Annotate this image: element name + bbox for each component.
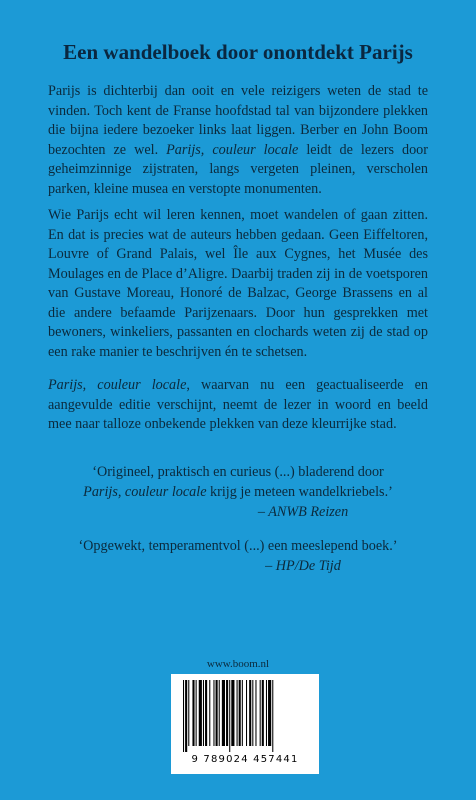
publisher-url: www.boom.nl [206,658,270,670]
barcode-bar [188,680,189,746]
barcode-bar [272,680,273,752]
barcode-bar [185,680,187,752]
barcode-bar [268,680,271,746]
quote-text: ‘Opgewekt, temperamentvol (...) een meeslepend boek.’ [78,538,398,554]
barcode-bar [229,680,230,752]
barcode [171,674,319,774]
barcode-bar [203,680,204,746]
barcode-bar [260,680,261,746]
quote-line-1: ‘Origineel, praktisch en curieus (...) bladerend door [92,464,384,480]
book-title-italic: Parijs, couleur locale [48,377,187,393]
barcode-bar [213,680,214,746]
paragraph-intro-end: leidt de lezers door geheimzinnige zijstraten, langs vergeten pleinen, verscholen parken, kleine musea en verstopte monumenten. [48,141,428,197]
paragraph-intro-start: Parijs is dichterbij dan ooit en vele reizigers weten de stad te vinden. Toch kent de Franse hoofdstad tal van bijzondere plekken die bijna iedere bezoeker links laat liggen. Berber en John Boom bezochten ze wel. [48,83,428,158]
barcode-bar [192,680,194,746]
barcode-bar [209,680,210,746]
quote-line-2: krijg je meteen wandelkriebels.’ [206,484,393,500]
paragraph-edition [48,376,428,435]
barcode-bar [216,680,218,746]
isbn-number: 9 789024 457441 [191,754,299,765]
barcode-bar [205,680,207,746]
paragraph-edition-text: , waarvan nu een geactualiseerde en aangevulde editie verschijnt, neemt de lezer in woord en beeld mee naar talloze onbekende plekken van deze kleurrijke stad. [48,377,428,432]
quote-source: – ANWB Reizen [257,504,349,520]
barcode-bar [231,680,234,746]
barcode-bar [219,680,220,746]
paragraph-main: Wie Parijs echt wil leren kennen, moet wandelen of gaan zitten. En dat is precies wat de auteurs hebben gedaan. Geen Eiffeltoren, Louvre of Grand Palais, wel Île aux Cygnes, het Musée des Moulages en de Place d’Aligre. Daarbij traden zij in de voetsporen van Gustave Moreau, Honoré de Balzac, George Brassens en al die andere befaamde Parijzenaars. Door hun gesprekken met bewoners, winkeliers, passanten en clochards weten zij de stad op een rake manier te beschrijven én te schetsen. [48,207,428,360]
barcode-bar [183,680,184,752]
barcode-bar [255,680,256,746]
barcode-bar [266,680,267,746]
barcode-bar [262,680,264,746]
barcode-bar [196,680,197,746]
book-title-italic: Parijs, couleur locale [166,141,299,158]
barcode-bar [222,680,225,746]
back-cover-title: Een wandelboek door onontdekt Parijs [63,40,413,64]
paragraph-intro [48,82,428,199]
barcode-bar [242,680,243,746]
book-title-italic: Parijs, couleur locale [83,484,207,500]
barcode-bar [239,680,241,746]
barcode-bar [199,680,202,746]
barcode-bars [179,680,311,752]
barcode-bar [246,680,247,746]
barcode-bar [249,680,251,746]
barcode-bar [226,680,228,746]
barcode-bar [237,680,238,746]
quote-source: – HP/De Tijd [265,558,341,574]
review-quote-hp [48,536,428,576]
barcode-bar [252,680,253,746]
review-quote-anwb [48,462,428,522]
